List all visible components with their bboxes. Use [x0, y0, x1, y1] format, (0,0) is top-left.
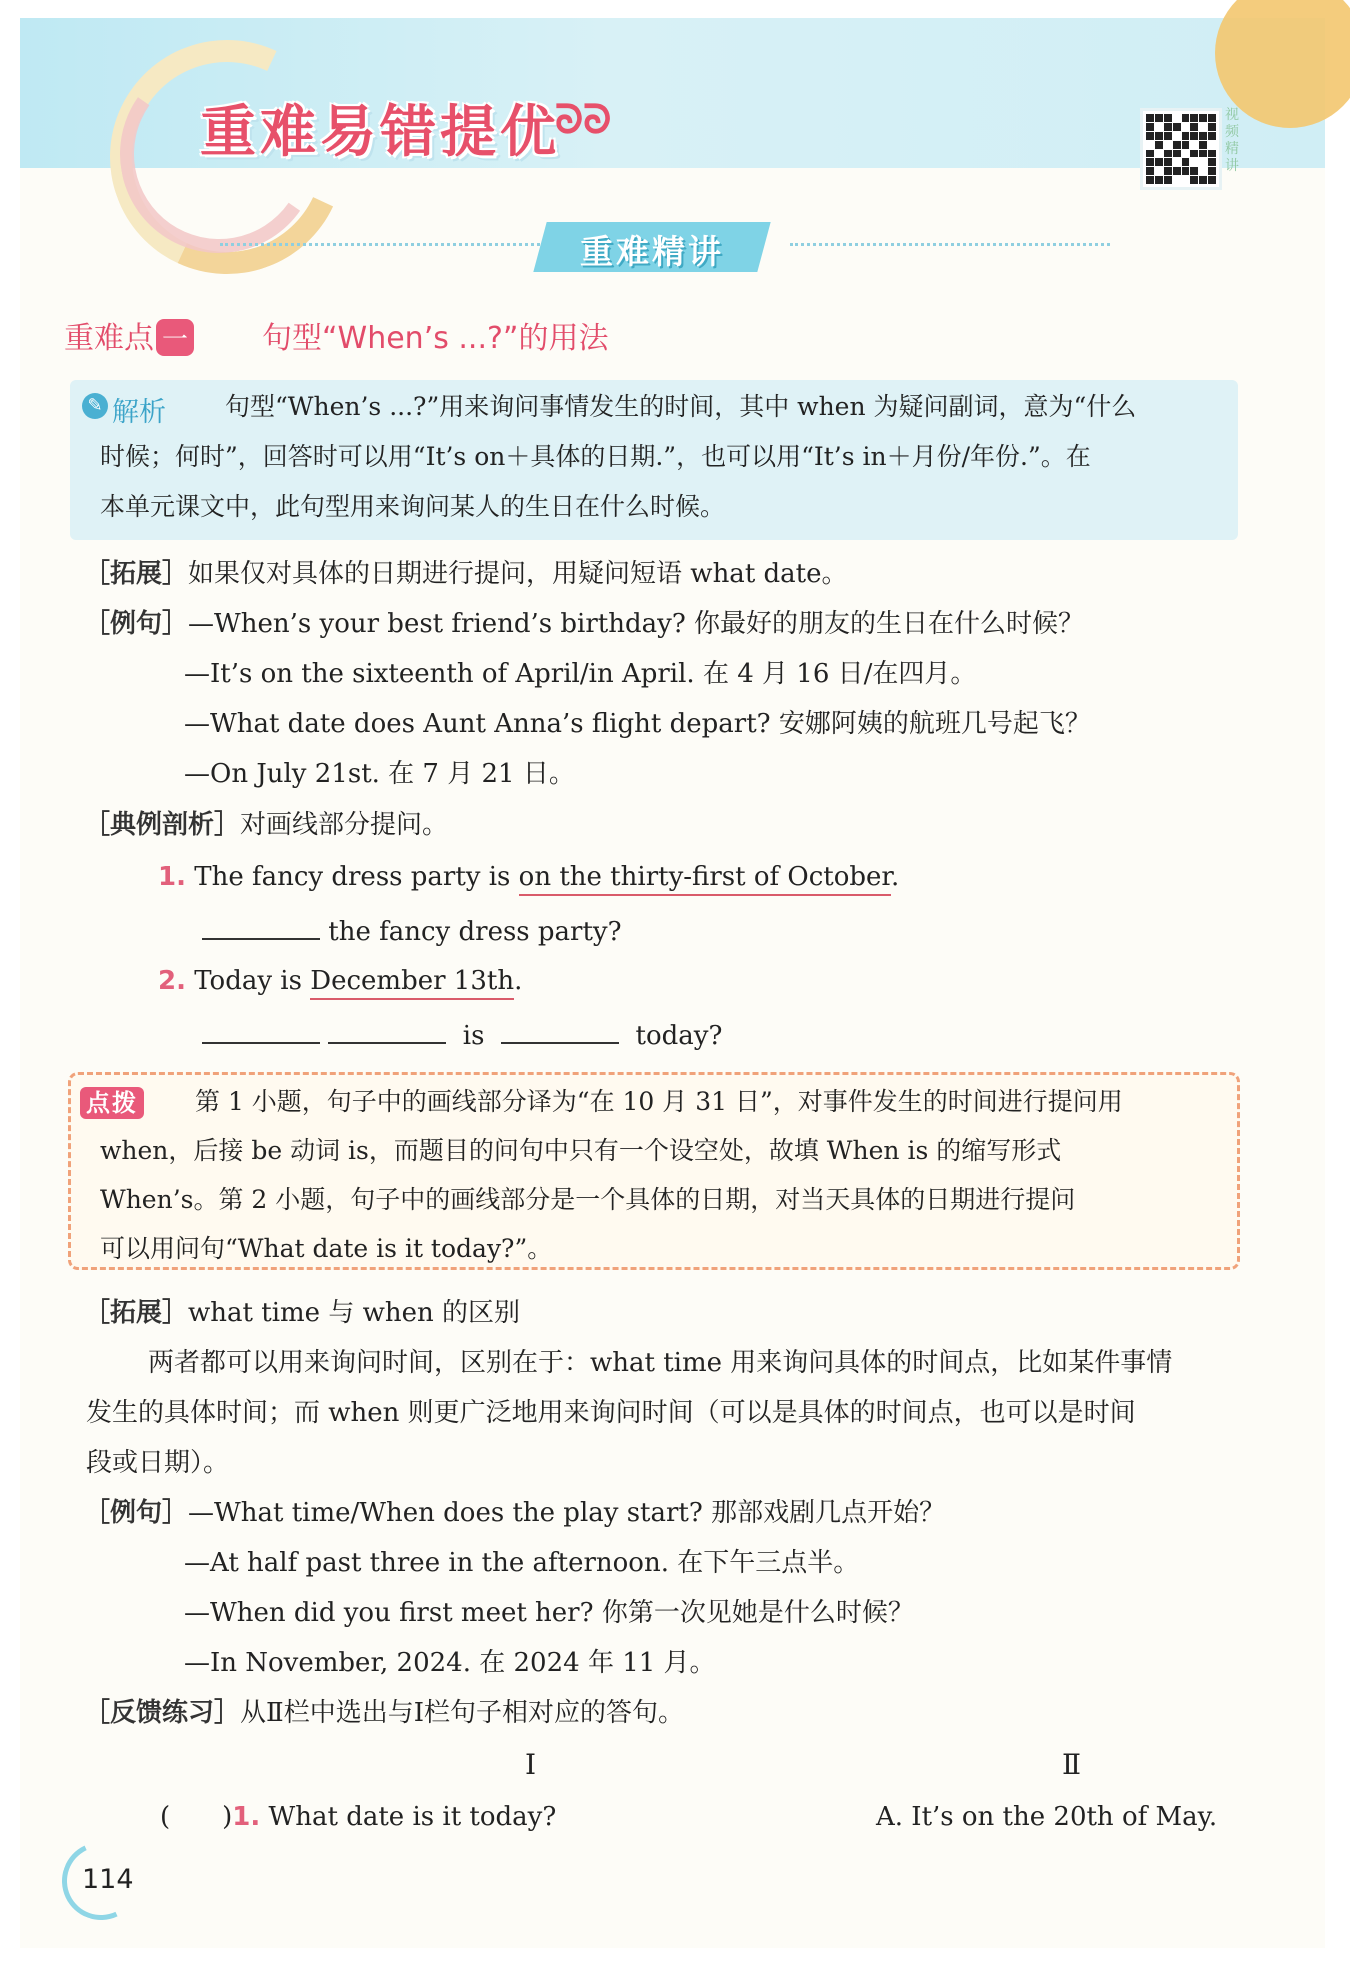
- answer-blank-4[interactable]: [501, 1018, 619, 1044]
- qr-label: 视频精讲: [1225, 107, 1239, 174]
- example-tag-close: ］: [162, 609, 189, 639]
- expand2-text: what time 与 when 的区别: [188, 1298, 520, 1328]
- ribbon-divider-right: [790, 243, 1110, 246]
- example2-sentence-1: —What time/When does the play start? 那部戏剧几点开始？: [188, 1498, 946, 1528]
- typical-text: 对画线部分提问。: [240, 810, 449, 840]
- expand-tag-close: ］: [162, 559, 189, 589]
- key-point-label: [64, 313, 194, 357]
- expand2-tag-close: ］: [162, 1298, 189, 1328]
- expand2-para-3: 段或日期）。: [86, 1448, 230, 1478]
- answer-paren[interactable]: ( ): [160, 1802, 233, 1832]
- expand2-para-2: 发生的具体时间；而 when 则更广泛地用来询问时间（可以是具体的时间点，也可以是时间: [86, 1398, 1136, 1428]
- section-ribbon-label: 重难精讲: [580, 232, 724, 271]
- question-1-answer: [202, 914, 622, 947]
- feedback-tag: 反馈练习: [110, 1698, 215, 1728]
- analysis-line-1: 句型“When’s ...?”用来询问事情发生的时间，其中 when 为疑问副词，意为“什么: [225, 392, 1137, 421]
- question-1-answer-text: the fancy dress party?: [328, 917, 622, 947]
- chapter-title: 重难易错提优: [200, 100, 560, 165]
- expand2-line: [84, 1298, 520, 1328]
- answer-blank-1[interactable]: [202, 914, 320, 940]
- typical-tag-open: ［: [84, 810, 111, 840]
- question-2-answer-end: today?: [635, 1021, 723, 1051]
- question-1-number: 1.: [158, 862, 186, 892]
- answer-blank-3[interactable]: [328, 1018, 446, 1044]
- example-sentence-1: —When’s your best friend’s birthday? 你最好的朋友的生日在什么时候？: [188, 609, 1085, 639]
- question-2-underlined: December 13th: [310, 966, 514, 1000]
- expand-tag-open: ［: [84, 559, 111, 589]
- expand-tag: 拓展: [110, 559, 163, 589]
- ribbon-divider-left: [220, 243, 540, 246]
- column-1-header: Ⅰ: [525, 1748, 537, 1781]
- qr-code[interactable]: [1140, 108, 1222, 190]
- example-sentence-2: —It’s on the sixteenth of April/in April. 在 4 月 16 日/在四月。: [184, 659, 977, 689]
- tip-badge: 点拨: [80, 1087, 144, 1119]
- feedback-item-answer: A. It’s on the 20th of May.: [876, 1802, 1218, 1832]
- typical-tag-close: ］: [214, 810, 241, 840]
- feedback-tag-open: ［: [84, 1698, 111, 1728]
- example2-tag: 例句: [110, 1498, 163, 1528]
- feedback-text: 从Ⅱ栏中选出与Ⅰ栏句子相对应的答句。: [240, 1698, 684, 1728]
- question-2-number: 2.: [158, 966, 186, 996]
- example-line-1: [84, 609, 1084, 639]
- analysis-line-2: 时候；何时”，回答时可以用“It’s on＋具体的日期.”，也可以用“It’s in＋月份/年份.”。在: [100, 442, 1091, 471]
- example-tag-open: ［: [84, 609, 111, 639]
- example-tag: 例句: [110, 609, 163, 639]
- feedback-item-number: 1.: [232, 1802, 261, 1832]
- example2-tag-close: ］: [162, 1498, 189, 1528]
- pencil-icon: ✎: [82, 393, 108, 419]
- expand2-tag: 拓展: [110, 1298, 163, 1328]
- question-2-prefix: Today is: [194, 966, 311, 996]
- column-2-header: Ⅱ: [1062, 1748, 1082, 1781]
- typical-line: [84, 810, 448, 840]
- key-point-label-text: 重难点: [64, 321, 154, 356]
- expand-text: 如果仅对具体的日期进行提问，用疑问短语 what date。: [188, 559, 848, 589]
- analysis-tag: 解析: [112, 397, 166, 428]
- question-1-suffix: .: [891, 862, 900, 892]
- typical-tag: 典例剖析: [110, 810, 215, 840]
- example2-sentence-4: —In November, 2024. 在 2024 年 11 月。: [184, 1648, 716, 1678]
- example2-sentence-3: —When did you first meet her? 你第一次见她是什么时候？: [184, 1598, 914, 1628]
- feedback-line: [84, 1698, 684, 1728]
- swirl-icon: ᘐᘐ: [555, 97, 612, 143]
- feedback-item-question: What date is it today?: [268, 1802, 557, 1832]
- expand-line: [84, 559, 848, 589]
- tip-line-2: when，后接 be 动词 is，而题目的问句中只有一个设空处，故填 When is 的缩写形式: [100, 1136, 1062, 1165]
- example-sentence-3: —What date does Aunt Anna’s flight depart? 安娜阿姨的航班几号起飞？: [184, 709, 1091, 739]
- expand2-para-1: 两者都可以用来询问时间，区别在于：what time 用来询问具体的时间点，比如某件事情: [148, 1348, 1173, 1378]
- example-sentence-4: —On July 21st. 在 7 月 21 日。: [184, 759, 575, 789]
- example2-tag-open: ［: [84, 1498, 111, 1528]
- expand2-tag-open: ［: [84, 1298, 111, 1328]
- question-1-prefix: The fancy dress party is: [194, 862, 519, 892]
- example2-sentence-2: —At half past three in the afternoon. 在下午三点半。: [184, 1548, 860, 1578]
- feedback-item-1: [160, 1802, 556, 1832]
- example2-line-1: [84, 1498, 945, 1528]
- question-1-underlined: on the thirty-first of October: [519, 862, 891, 896]
- tip-line-3: When’s。第 2 小题，句子中的画线部分是一个具体的日期，对当天具体的日期进行提问: [100, 1185, 1076, 1214]
- question-2: [158, 966, 522, 996]
- key-point-number: 一: [156, 319, 194, 356]
- question-1: [158, 862, 899, 892]
- question-2-answer-mid: is: [462, 1021, 485, 1051]
- tip-line-4: 可以用问句“What date is it today?”。: [100, 1234, 553, 1263]
- page-number: 114: [82, 1864, 134, 1895]
- analysis-line-3: 本单元课文中，此句型用来询问某人的生日在什么时候。: [100, 492, 726, 521]
- answer-blank-2[interactable]: [202, 1018, 320, 1044]
- tip-line-1: 第 1 小题，句子中的画线部分译为“在 10 月 31 日”，对事件发生的时间进行提问用: [195, 1087, 1123, 1116]
- key-point-title: 句型“When’s ...?”的用法: [262, 321, 609, 356]
- feedback-tag-close: ］: [214, 1698, 241, 1728]
- question-2-suffix: .: [514, 966, 523, 996]
- question-2-answer: [202, 1018, 722, 1051]
